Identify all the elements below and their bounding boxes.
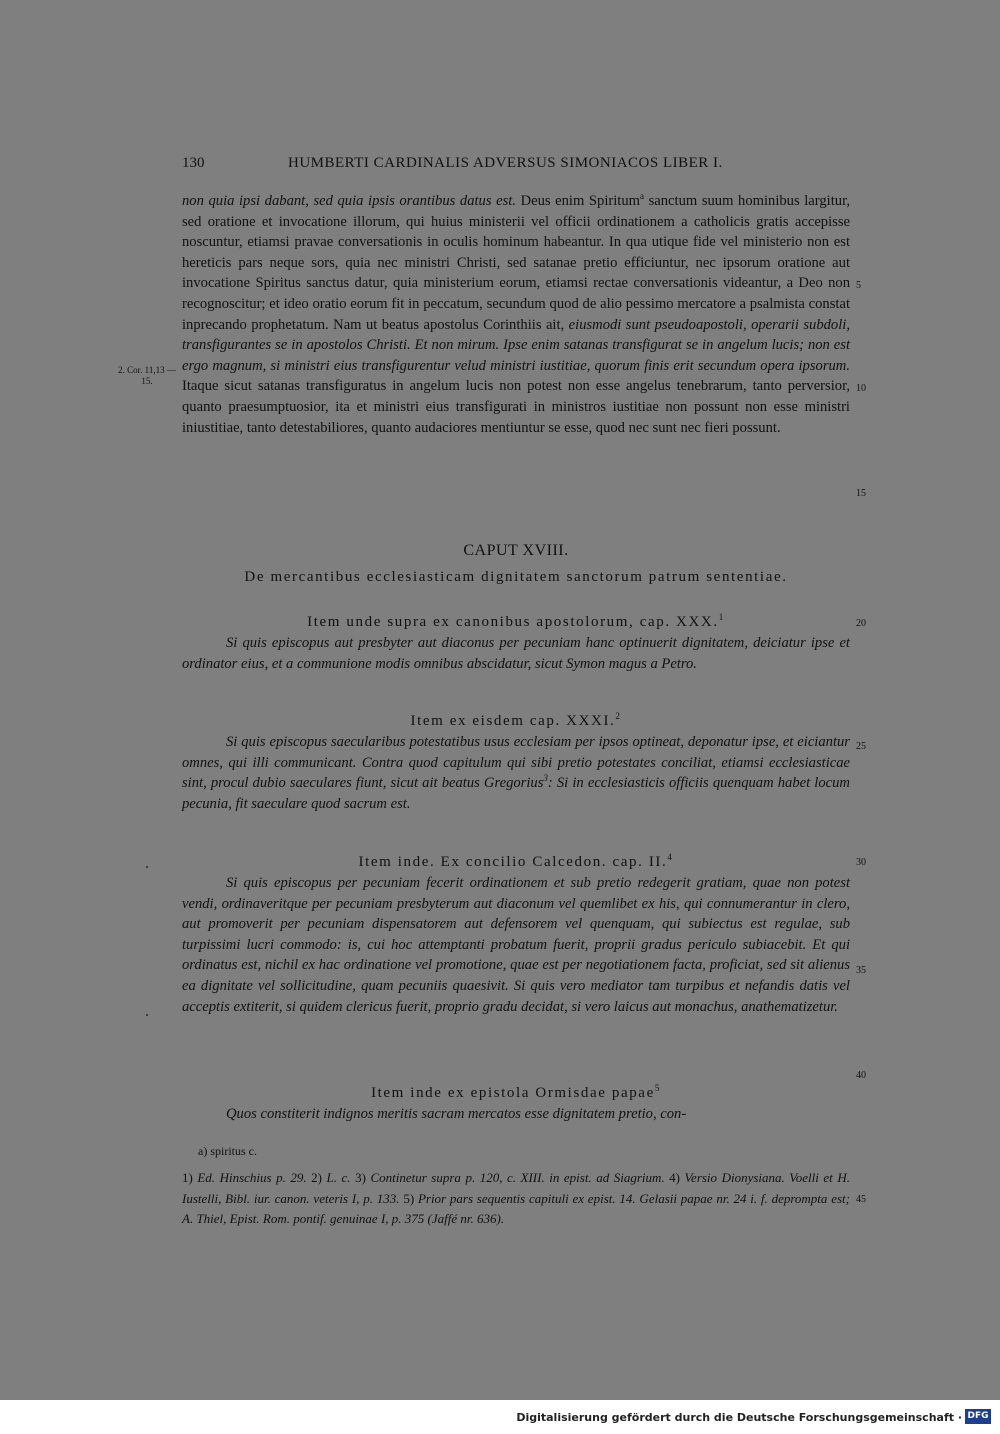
footnote-mark: 1 [718,612,725,622]
running-title: HUMBERTI CARDINALIS ADVERSUS SIMONIACOS LIBER I. [288,155,723,171]
line-number: 15 [856,488,866,499]
section-rubric: Item ex eisdem cap. XXXI.$^2$ [410,711,622,729]
section-rubric: Item unde supra ex canonibus apostolorum, cap. XXX.$^1$ [307,612,725,630]
line-number: 35 [856,965,866,976]
line-number: 10 [856,383,866,394]
footnote-mark: 5 [654,1083,661,1093]
footnote-mark: 4 [667,852,674,862]
line-number: 5 [856,280,861,291]
canon-text: Si quis episcopus aut presbyter aut diaconus per pecuniam hanc optinuerit dignitatem, deiciatur ipse et ordinator eius, et a communione modis omnibus abscidatur, sicut Symon magus a Petro. [182,635,850,672]
apparatus-mark: a [640,191,645,202]
line-number: 30 [856,857,866,868]
line-number: 45 [856,1194,866,1205]
line-number: 25 [856,741,866,752]
section-2 [182,711,850,814]
main-paragraph [182,191,850,438]
canon-text: Si quis episcopus per pecuniam fecerit ordinationem et sub pretio redegerit gratiam, quae non potest vendi, ordinaveritque per pecuniam presbyterum aut diaconum vel quemlibet ex his, qui connumerantur in clero, aut promoverit per pecuniam dispensatorem aut defensorem vel quenquam, qui subiectus est regulae, sub turpissimi lucri commodo: is, cui hoc attemptanti probatum fuerit, proprii gradus periculo subiacebit. Et qui ordinatus est, nichil ex hac ordinatione vel promotione, quae est per negotiationem facta, proficiat, sed sit alienus ea dignitate vel sollicitudine, quam pecuniis quaesivit. Si quis vero mediator tam turpibus et nefandis datis vel acceptis extiterit, si quidem clericus fuerit, proprio gradu decidat, si vero laicus aut monachus, anathematizetur. [182,875,850,1015]
scan-speck [146,1014,148,1016]
italic-text: non quia ipsi dabant, sed quia ipsis orantibus datus est. [182,193,516,209]
text: Deus enim Spiritum [515,193,641,209]
text: Itaque sicut satanas transfiguratus in angelum lucis non potest non esse angelus tenebrarum, tanto perversior, quanto praesumptuosior, ita et ministri eius transfigurati in ministros iustitiae non possunt non esse ministri iniustitiae, tanto detestabiliores, quanto audaciores mentiuntur se esse, quod nec sunt nec fieri possunt. [182,378,850,436]
page-number: 130 [182,155,205,171]
text: sanctum suum hominibus largitur, sed oratione et invocatione illorum, qui huius ministerii vel officii ordinationem a catholicis gratis accepisse noscuntur, etiamsi pravae conversationis in oculis hominum habeantur. In qua utique fide vel ministerio non est hereticis pars neque sors, quia nec ministri Christi, sed satanae pretio efficiuntur, nec ipsorum oratione aut invocatione Spiritus sanctus datur, quia ministerium eorum, etiamsi rectae conversationis videantur, a Deo non recognoscitur; et ideo oratio eorum fit in peccatum, secundum quod de alio pessimo mercatore a psalmista constat inprecando prophetatum. Nam ut beatus apostolus Corinthiis ait, [182,193,850,333]
section-1 [182,612,850,674]
canon-text: Quos constiterit indignos meritis sacram mercatos esse dignitatem pretio, con- [226,1106,687,1122]
section-3 [182,852,850,1017]
footnote-mark: 3 [543,773,548,784]
section-rubric: Item inde. Ex concilio Calcedon. cap. II.$^4$ [358,852,674,870]
funding-notice: Digitalisierung gefördert durch die Deutsche Forschungsgemeinschaft · [516,1411,962,1424]
scan-speck [146,866,148,868]
canon-text: Si quis episcopus saecularibus potestatibus usus ecclesiam per ipsos optineat, deponatur ipse, et eiciantur omnes, qui illi communicant. Contra quod capitulum qui sibi pretio potestates conciliat, etiamsi ecclesiasticae sint, procul dubio saeculares fiunt, sicut ait beatus Gregorius$^3$: Si in ecclesiasticis officiis quenquam habet locum pecunia, fit saeculare quod sacrum est. [182,734,850,812]
line-number: 40 [856,1070,866,1081]
chapter-title: CAPUT XVIII. [463,542,569,559]
apparatus-note: a) spiritus c. [198,1144,257,1158]
chapter-subtitle: De mercantibus ecclesiasticam dignitatem sanctorum patrum sententiae. [244,569,788,585]
marginal-reference: 2. Cor. 11,13 —15. [118,365,176,386]
section-rubric: Item inde ex epistola Ormisdae papae$^5$ [371,1083,661,1101]
footnote-mark: 2 [615,711,622,721]
footnotes: 1) Ed. Hinschius p. 29. 2) L. c. 3) Continetur supra p. 120, c. XIII. in epist. ad Siagrium. 4) Versio Dionysiana. Voelli et H. Iustelli, Bibl. iur. canon. veteris I, p. 133. 5) Prior pars sequentis capituli ex epist. 14. Gelasii papae nr. 24 i. f. deprompta est; A. Thiel, Epist. Rom. pontif. genuinae I, p. 375 (Jaffé nr. 636). [182,1170,850,1227]
section-4 [182,1083,850,1125]
line-number: 20 [856,618,866,629]
scripture-quote: eiusmodi sunt pseudoapostoli, operarii subdoli, transfigurantes se in apostolos Christi. Et non mirum. Ipse enim satanas transfigurat se in angelum lucis; non est ergo magnum, si ministri eius transfigurentur velud ministri iustitiae, quorum finis erit secundum opera ipsorum. [182,316,850,374]
dfg-logo-icon[interactable]: DFG [965,1409,991,1424]
